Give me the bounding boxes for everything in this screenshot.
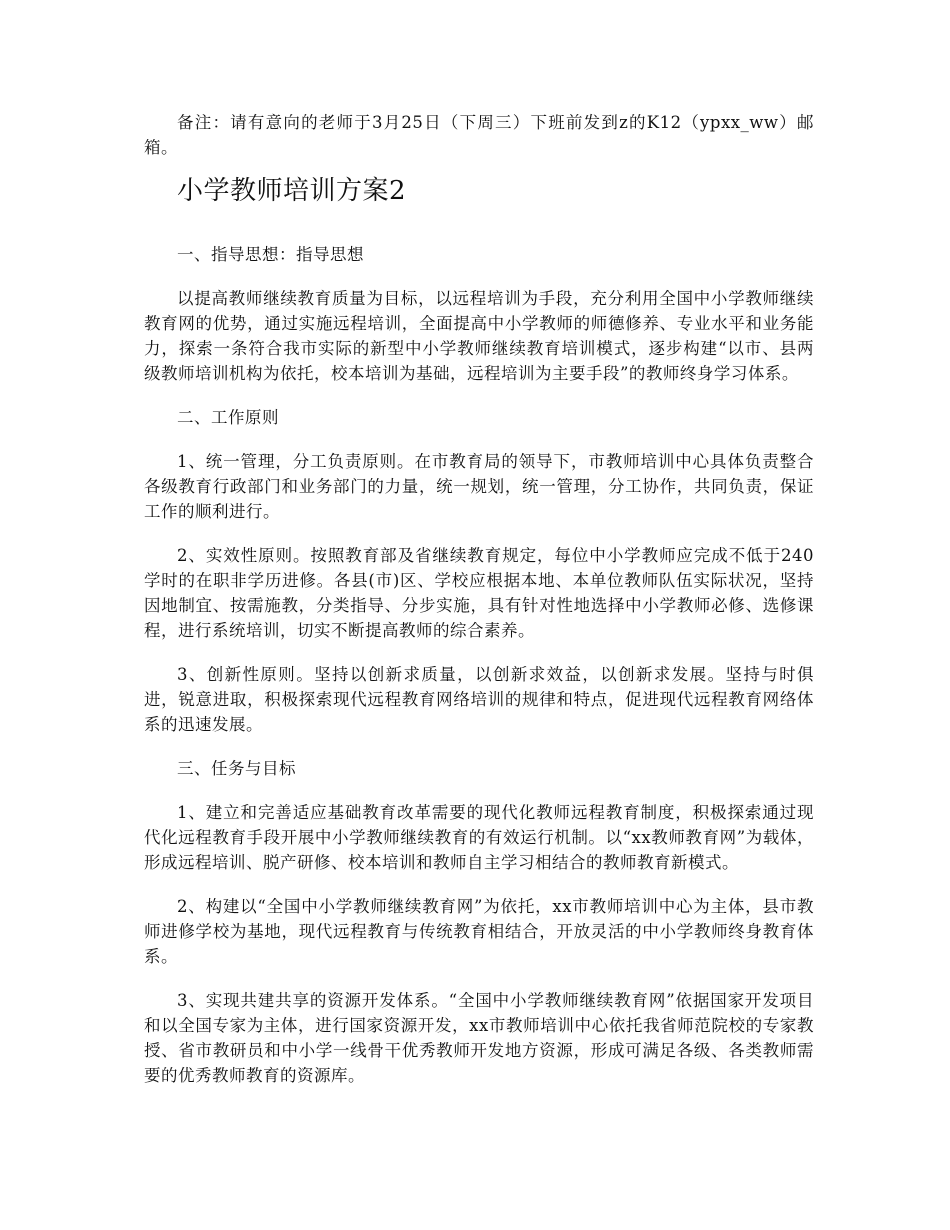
section-heading-tasks: 三、任务与目标 [177,759,296,778]
paragraph-principle-3: 3、创新性原则。坚持以创新求质量，以创新求效益，以创新求发展。坚持与时俱进，锐意进取，积极探索现代远程教育网络培训的规律和特点，促进现代远程教育网络体系的迅速发展。 [144,665,814,734]
document-body [144,110,814,1107]
document-title: 小学教师培训方案2 [177,176,407,206]
paragraph-principle-2: 2、实效性原则。按照教育部及省继续教育规定，每位中小学教师应完成不低于240学时的在职非学历进修。各县(市)区、学校应根据本地、本单位教师队伍实际状况，坚持因地制宜、按需施教，分类指导、分步实施，具有针对性地选择中小学教师必修、选修课程，进行系统培训，切实不断提高教师的综合素养。 [144,546,814,640]
paragraph-principle-1: 1、统一管理，分工负责原则。在市教育局的领导下，市教师培训中心具体负责整合各级教育行政部门和业务部门的力量，统一规划，统一管理，分工协作，共同负责，保证工作的顺利进行。 [144,452,814,521]
paragraph-guiding: 以提高教师继续教育质量为目标，以远程培训为手段，充分利用全国中小学教师继续教育网的优势，通过实施远程培训，全面提高中小学教师的师德修养、专业水平和业务能力，探索一条符合我市实际的新型中小学教师继续教育培训模式，逐步构建“以市、县两级教师培训机构为依托，校本培训为基础，远程培训为主要手段”的教师终身学习体系。 [144,289,814,383]
paragraph-task-1: 1、建立和完善适应基础教育改革需要的现代化教师远程教育制度，积极探索通过现代化远程教育手段开展中小学教师继续教育的有效运行机制。以“xx教师教育网”为载体，形成远程培训、脱产研修、校本培训和教师自主学习相结合的教师教育新模式。 [144,803,814,872]
paragraph-task-3: 3、实现共建共享的资源开发体系。“全国中小学教师继续教育网”依据国家开发项目和以全国专家为主体，进行国家资源开发，xx市教师培训中心依托我省师范院校的专家教授、省市教研员和中小学一线骨干优秀教师开发地方资源，形成可满足各级、各类教师需要的优秀教师教育的资源库。 [144,991,814,1085]
paragraph-task-2: 2、构建以“全国中小学教师继续教育网”为依托，xx市教师培训中心为主体，县市教师进修学校为基地，现代远程教育与传统教育相结合，开放灵活的中小学教师终身教育体系。 [144,897,814,966]
section-heading-principles: 二、工作原则 [177,408,279,427]
note-paragraph: 备注：请有意向的老师于3月25日（下周三）下班前发到z的K12（ypxx_ww）邮箱。 [144,113,814,157]
section-heading-guiding: 一、指导思想：指导思想 [177,245,364,264]
